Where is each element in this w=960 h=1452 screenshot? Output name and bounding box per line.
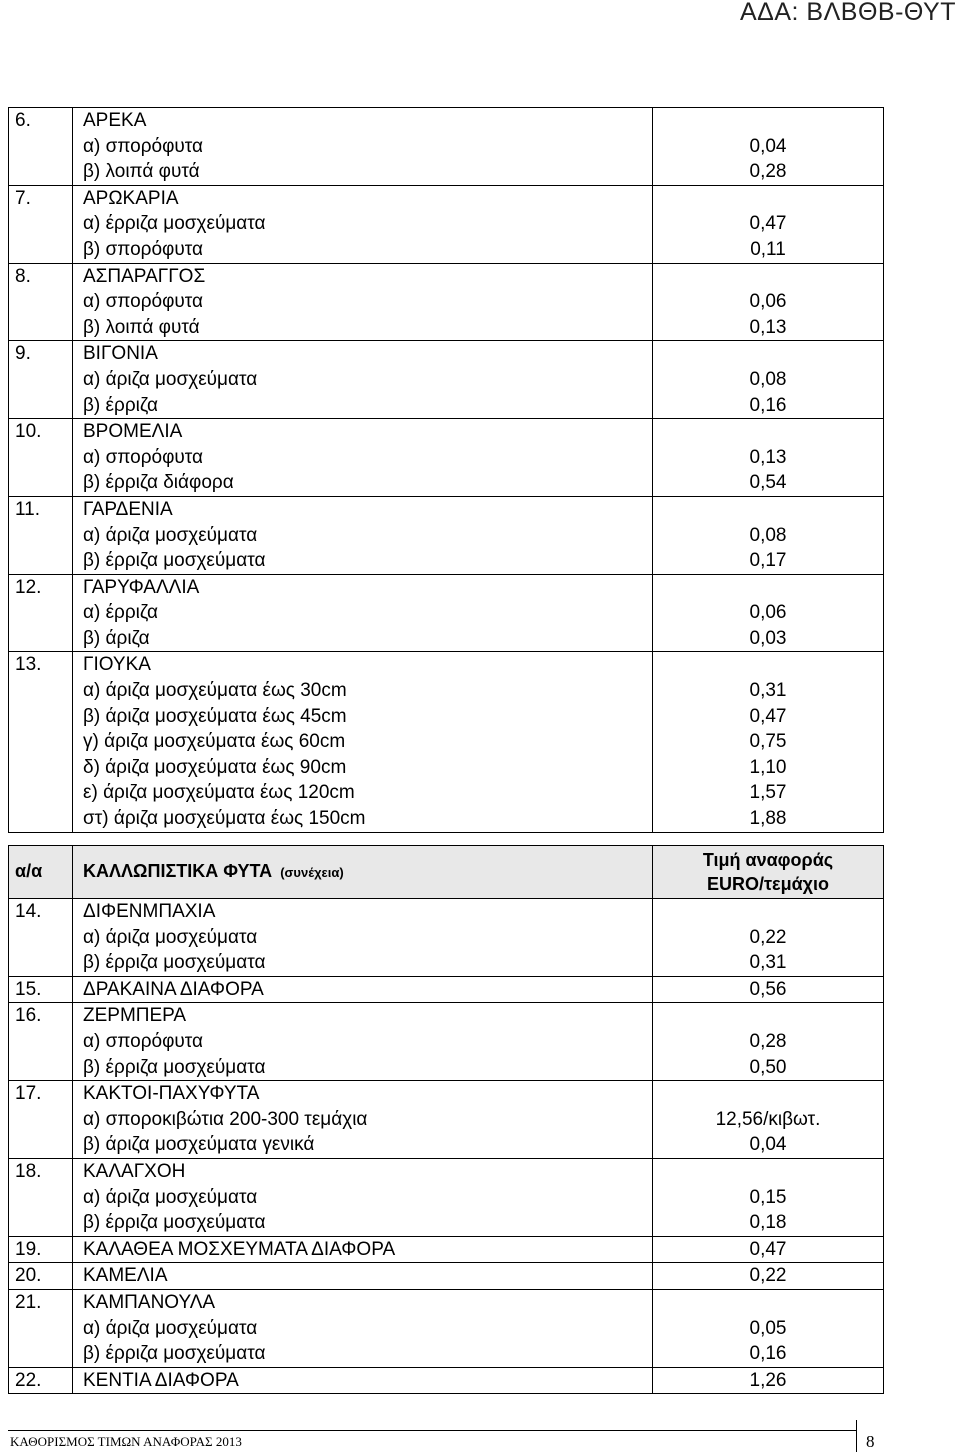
price-value: 0,16	[749, 1343, 787, 1365]
header-price-unit: EURO/τεμάχιο	[706, 874, 830, 894]
table-row	[9, 108, 884, 186]
item-description	[73, 341, 653, 419]
price-value: 0,47	[749, 213, 787, 235]
price-value: 0,28	[749, 161, 787, 183]
table-row	[9, 1003, 884, 1081]
plant-name: ΓΙΟΥΚΑ	[83, 654, 151, 676]
item-price	[653, 1289, 884, 1367]
item-price	[653, 976, 884, 1003]
price-value: 0,08	[749, 368, 787, 390]
plant-name: ΒΡΟΜΕΛΙΑ	[83, 421, 183, 443]
sub-item-label: α) έρριζα	[83, 602, 158, 624]
table-row	[9, 1263, 884, 1290]
item-price	[653, 1236, 884, 1263]
item-number: 17.	[9, 1081, 73, 1159]
price-table-part-2-body	[9, 846, 884, 1394]
price-value: 0,54	[749, 472, 787, 494]
sub-item-label: β) έρριζα διάφορα	[83, 472, 234, 494]
header-title-cell	[73, 846, 653, 899]
plant-name: ΚΕΝΤΙΑ ΔΙΑΦΟΡΑ	[83, 1369, 239, 1391]
item-price	[653, 1367, 884, 1394]
table-row	[9, 419, 884, 497]
footer-title: ΚΑΘΟΡΙΣΜΟΣ ΤΙΜΩΝ ΑΝΑΦΟΡΑΣ 2013	[10, 1434, 242, 1449]
price-value	[653, 186, 883, 212]
item-number: 22.	[9, 1367, 73, 1394]
item-number: 14.	[9, 899, 73, 977]
sub-item-label: β) έρριζα	[83, 394, 158, 416]
item-price	[653, 108, 884, 186]
price-value: 0,18	[749, 1212, 787, 1234]
price-value	[653, 1003, 883, 1029]
sub-item-label: α) άριζα μοσχεύματα	[83, 368, 258, 390]
item-description	[73, 496, 653, 574]
plant-name: ΚΑΛΑΓΧΟΗ	[83, 1160, 186, 1182]
sub-item-label: β) έρριζα μοσχεύματα	[83, 952, 266, 974]
sub-item-label: β) έρριζα μοσχεύματα	[83, 1056, 266, 1078]
sub-item-label: α) σποροκιβώτια 200-300 τεμάχια	[83, 1108, 368, 1130]
sub-item-label: α) άριζα μοσχεύματα	[83, 1317, 258, 1339]
table-row	[9, 652, 884, 832]
header-price-cell	[653, 846, 884, 899]
sub-item-label: α) έρριζα μοσχεύματα	[83, 213, 266, 235]
item-description	[73, 1003, 653, 1081]
sub-item-label: β) λοιπά φυτά	[83, 316, 200, 338]
price-table-part-2	[8, 845, 884, 1394]
table-row	[9, 496, 884, 574]
table-row	[9, 263, 884, 341]
item-number: 7.	[9, 185, 73, 263]
price-value: 0,22	[749, 926, 787, 948]
sub-item-label: α) άριζα μοσχεύματα	[83, 1186, 258, 1208]
footer-rule	[8, 1430, 856, 1431]
item-number: 12.	[9, 574, 73, 652]
header-price-label: Τιμή αναφοράς	[702, 850, 834, 870]
sub-item-label: ε) άριζα μοσχεύματα έως 120cm	[83, 782, 355, 804]
plant-name: ΔΡΑΚΑΙΝΑ ΔΙΑΦΟΡΑ	[83, 978, 264, 1000]
item-price	[653, 1158, 884, 1236]
price-value: 0,06	[749, 291, 787, 313]
price-table-part-1-body	[9, 108, 884, 833]
price-value: 0,31	[749, 952, 787, 974]
price-value: 0,50	[749, 1056, 787, 1078]
price-value	[653, 341, 883, 367]
item-description	[73, 652, 653, 832]
price-value: 1,10	[749, 756, 787, 778]
sub-item-label: α) σπορόφυτα	[83, 291, 204, 313]
item-description	[73, 574, 653, 652]
plant-name: ΓΑΡΥΦΑΛΛΙΑ	[83, 576, 200, 598]
header-aa: α/α	[9, 846, 73, 899]
item-number: 10.	[9, 419, 73, 497]
table-row	[9, 1367, 884, 1394]
table-row	[9, 574, 884, 652]
plant-name: ΚΑΚΤΟΙ-ΠΑΧΥΦΥΤΑ	[83, 1083, 260, 1105]
item-price	[653, 1081, 884, 1159]
price-value	[653, 108, 883, 134]
price-value: 0,11	[750, 238, 786, 260]
item-number: 11.	[9, 496, 73, 574]
item-price	[653, 1263, 884, 1290]
plant-name: ΚΑΜΕΛΙΑ	[83, 1265, 168, 1287]
item-price	[653, 496, 884, 574]
item-description	[73, 185, 653, 263]
price-value: 1,57	[749, 782, 787, 804]
sub-item-label: β) έρριζα μοσχεύματα	[83, 1343, 266, 1365]
sub-item-label: β) λοιπά φυτά	[83, 161, 200, 183]
price-value: 0,04	[749, 1134, 787, 1156]
item-description	[73, 1158, 653, 1236]
item-description	[73, 108, 653, 186]
item-price	[653, 263, 884, 341]
price-value	[653, 419, 883, 445]
item-number: 6.	[9, 108, 73, 186]
item-description	[73, 1236, 653, 1263]
price-value: 0,47	[749, 1238, 787, 1260]
price-value	[653, 497, 883, 523]
price-value	[653, 1290, 883, 1316]
price-value: 0,03	[749, 627, 787, 649]
plant-name: ΒΙΓΟΝΙΑ	[83, 343, 158, 365]
plant-name: ΚΑΛΑΘΕΑ ΜΟΣΧΕΥΜΑΤΑ ΔΙΑΦΟΡΑ	[83, 1238, 396, 1260]
price-value: 0,22	[749, 1265, 787, 1287]
item-number: 8.	[9, 263, 73, 341]
plant-name: ΔΙΦΕΝΜΠΑΧΙΑ	[83, 901, 216, 922]
price-value: 0,47	[749, 705, 787, 727]
sub-item-label: β) σπορόφυτα	[83, 238, 203, 260]
item-description	[73, 976, 653, 1003]
sub-item-label: β) έρριζα μοσχεύματα	[83, 1212, 266, 1234]
item-price	[653, 341, 884, 419]
item-price	[653, 652, 884, 832]
table-row	[9, 185, 884, 263]
plant-name: ΑΣΠΑΡΑΓΓΟΣ	[83, 265, 206, 287]
price-value	[653, 575, 883, 601]
item-price	[653, 1003, 884, 1081]
sub-item-label: στ) άριζα μοσχεύματα έως 150cm	[83, 808, 366, 830]
sub-item-label: α) άριζα μοσχεύματα	[83, 926, 258, 948]
price-value: 0,13	[749, 316, 787, 338]
price-value: 0,16	[749, 394, 787, 416]
price-value	[653, 1159, 883, 1185]
item-price	[653, 574, 884, 652]
sub-item-label: α) σπορόφυτα	[83, 446, 204, 468]
ada-code: ΑΔΑ: ΒΛΒΘΒ-ΘΥΤ	[739, 0, 956, 26]
plant-name: ΓΑΡΔΕΝΙΑ	[83, 498, 173, 520]
item-price	[653, 419, 884, 497]
plant-name: ΑΡΩΚΑΡΙΑ	[83, 187, 179, 209]
header-continued: (συνέχεια)	[280, 864, 344, 880]
item-number: 20.	[9, 1263, 73, 1290]
header-title: ΚΑΛΛΩΠΙΣΤΙΚΑ ΦΥΤΑ	[83, 860, 273, 881]
price-table-part-1	[8, 107, 884, 833]
price-value: 0,75	[749, 731, 787, 753]
item-number: 19.	[9, 1236, 73, 1263]
price-value: 0,05	[749, 1317, 787, 1339]
item-number: 16.	[9, 1003, 73, 1081]
price-value	[653, 1081, 883, 1107]
sub-item-label: γ) άριζα μοσχεύματα έως 60cm	[83, 731, 346, 753]
table-row	[9, 976, 884, 1003]
price-value: 0,28	[749, 1030, 787, 1052]
table-row	[9, 1289, 884, 1367]
plant-name: ΚΑΜΠΑΝΟΥΛΑ	[83, 1291, 216, 1313]
item-number: 9.	[9, 341, 73, 419]
price-value: 0,08	[749, 524, 787, 546]
price-value: 0,13	[749, 446, 787, 468]
sub-item-label: α) σπορόφυτα	[83, 1030, 204, 1052]
item-number: 21.	[9, 1289, 73, 1367]
table-row	[9, 341, 884, 419]
price-value: 0,06	[749, 602, 787, 624]
plant-name: ΑΡΕΚΑ	[83, 110, 147, 131]
item-description	[73, 419, 653, 497]
footer-divider	[856, 1420, 857, 1452]
sub-item-label: δ) άριζα μοσχεύματα έως 90cm	[83, 756, 347, 778]
price-value: 1,26	[749, 1369, 787, 1391]
plant-name: ΖΕΡΜΠΕΡΑ	[83, 1005, 187, 1027]
item-price	[653, 899, 884, 977]
price-value: 0,31	[749, 680, 787, 702]
sub-item-label: β) άριζα μοσχεύματα έως 45cm	[83, 705, 347, 727]
price-value: 0,17	[749, 550, 787, 572]
price-value	[653, 652, 883, 678]
item-number: 15.	[9, 976, 73, 1003]
sub-item-label: α) άριζα μοσχεύματα έως 30cm	[83, 680, 347, 702]
item-description	[73, 263, 653, 341]
sub-item-label: β) άριζα μοσχεύματα γενικά	[83, 1134, 315, 1156]
table-row	[9, 899, 884, 977]
price-value: 12,56/κιβωτ.	[715, 1108, 821, 1130]
table-header-row	[9, 846, 884, 899]
table-row	[9, 1158, 884, 1236]
item-description	[73, 1263, 653, 1290]
price-value	[653, 899, 883, 925]
item-price	[653, 185, 884, 263]
item-description	[73, 899, 653, 977]
price-value: 1,88	[749, 808, 787, 830]
price-value: 0,56	[749, 978, 787, 1000]
sub-item-label: β) άριζα	[83, 627, 150, 649]
item-number: 18.	[9, 1158, 73, 1236]
table-row	[9, 1236, 884, 1263]
page-number: 8	[866, 1432, 875, 1451]
table-row	[9, 1081, 884, 1159]
price-value: 0,15	[749, 1186, 787, 1208]
item-description	[73, 1289, 653, 1367]
item-description	[73, 1081, 653, 1159]
sub-item-label: β) έρριζα μοσχεύματα	[83, 550, 266, 572]
item-number: 13.	[9, 652, 73, 832]
price-value	[653, 264, 883, 290]
price-value: 0,04	[749, 135, 787, 157]
sub-item-label: α) άριζα μοσχεύματα	[83, 524, 258, 546]
sub-item-label: α) σπορόφυτα	[83, 135, 204, 157]
item-description	[73, 1367, 653, 1394]
